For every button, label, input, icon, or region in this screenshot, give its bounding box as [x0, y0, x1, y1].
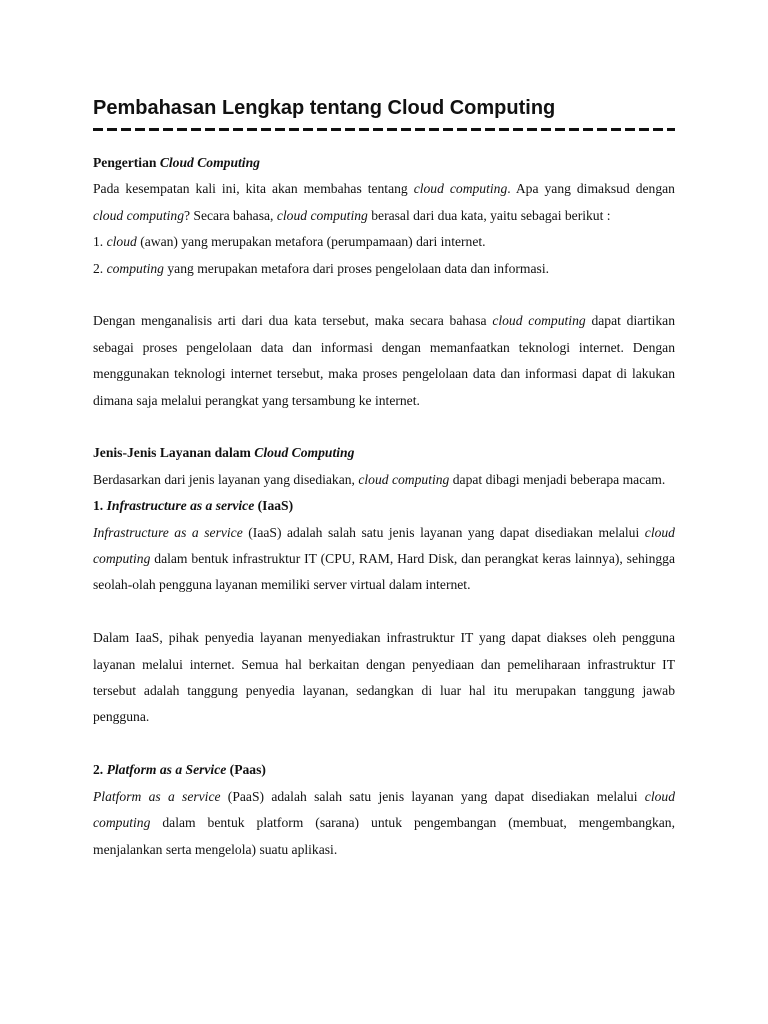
subheading-paas: 2. Platform as a Service (Paas): [93, 762, 266, 778]
jenis-intro-paragraph: Berdasarkan dari jenis layanan yang disediakan, cloud computing dapat dibagi menjadi beberapa macam.: [93, 471, 666, 487]
pengertian-intro-paragraph: Pada kesempatan kali ini, kita akan membahas tentang cloud computing. Apa yang dimaksud dengan cloud computing? Secara bahasa, cloud computing berasal dari dua kata, yaitu sebagai berikut :: [93, 181, 675, 223]
list-item: 1. cloud (awan) yang merupakan metafora (perumpamaan) dari internet.: [93, 234, 486, 250]
paragraph-gap: [93, 282, 675, 308]
page-title: Pembahasan Lengkap tentang Cloud Computing: [93, 97, 556, 119]
paas-paragraph-1: Platform as a service (PaaS) adalah salah satu jenis layanan yang dapat disediakan melalui cloud computing dalam bentuk platform (sarana) untuk pengembangan (membuat, mengembangkan, menjalankan serta mengelola) suatu aplikasi.: [93, 788, 675, 857]
analysis-paragraph: Dengan menganalisis arti dari dua kata tersebut, maka secara bahasa cloud computing dapat diartikan sebagai proses pengelolaan data dan informasi dengan memanfaatkan teknologi internet. Dengan menggunakan teknologi internet tersebut, maka proses pengelolaan data dan informasi dapat di lakukan dimana saja melalui perangkat yang tersambung ke internet.: [93, 313, 675, 408]
section-heading-pengertian: Pengertian Cloud Computing: [93, 155, 260, 170]
section-heading-jenis-layanan: Jenis-Jenis Layanan dalam Cloud Computing: [93, 445, 355, 461]
document-page: [93, 92, 675, 863]
iaas-paragraph-1: Infrastructure as a service (IaaS) adalah salah satu jenis layanan yang dapat disediakan melalui cloud computing dalam bentuk infrastruktur IT (CPU, RAM, Hard Disk, dan perangkat keras lainnya), sehingga seolah-olah pengguna layanan memiliki server virtual dalam internet.: [93, 524, 675, 593]
title-dashed-rule: [93, 128, 675, 131]
paragraph-gap: [93, 599, 675, 625]
iaas-paragraph-2: Dalam IaaS, pihak penyedia layanan menyediakan infrastruktur IT yang dapat diakses oleh pengguna layanan melalui internet. Semua hal berkaitan dengan penyediaan dan pemeliharaan infrastruktur IT tersebut adalah tanggung penyedia layanan, sedangkan di luar hal itu merupakan tanggung jawab pengguna.: [93, 630, 675, 725]
subheading-iaas: 1. Infrastructure as a service (IaaS): [93, 498, 294, 514]
list-item: 2. computing yang merupakan metafora dari proses pengelolaan data dan informasi.: [93, 260, 549, 276]
